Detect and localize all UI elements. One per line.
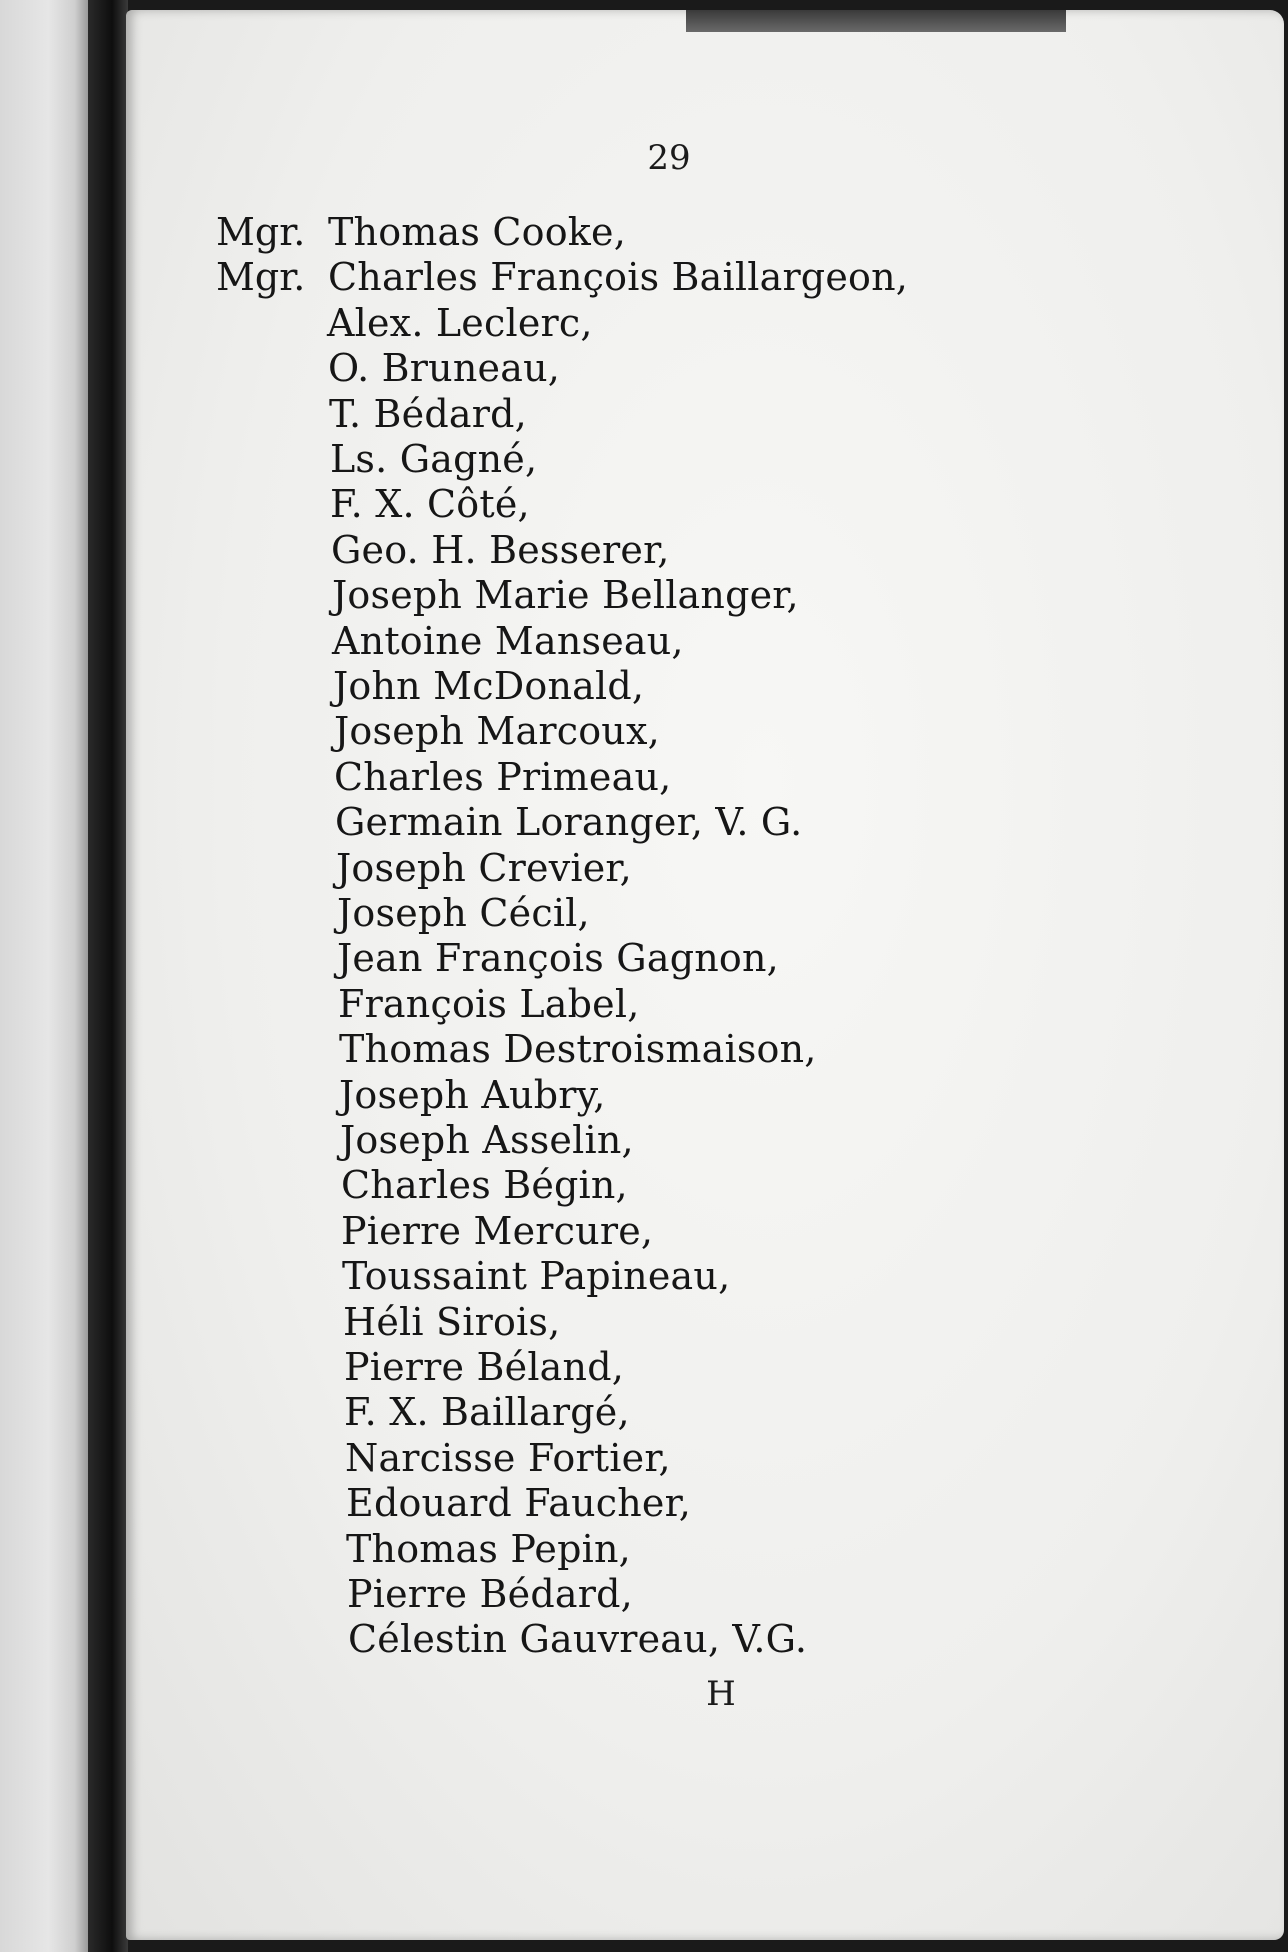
- name-entry: Geo. H. Besserer,: [331, 527, 670, 572]
- name-entry: Joseph Asselin,: [340, 1118, 634, 1162]
- name-entry: Germain Loranger, V. G.: [335, 800, 803, 845]
- page: [126, 10, 1284, 1940]
- honorific-title: Mgr.: [216, 210, 306, 254]
- name-entry: Charles François Baillargeon,: [328, 255, 909, 300]
- name-entry: Joseph Aubry,: [339, 1072, 606, 1117]
- name-entry: Narcisse Fortier,: [345, 1435, 671, 1480]
- name-entry: François Label,: [338, 981, 640, 1026]
- top-edge-strip: [686, 10, 1066, 32]
- name-entry: Héli Sirois,: [343, 1299, 561, 1344]
- honorific-title: Mgr.: [216, 255, 306, 300]
- name-entry: Joseph Marcoux,: [334, 709, 660, 754]
- name-entry: Antoine Manseau,: [332, 618, 684, 663]
- name-entry: F. X. Baillargé,: [344, 1390, 630, 1435]
- name-entry: F. X. Côté,: [330, 482, 530, 527]
- left-page-edge: [0, 0, 88, 1952]
- name-entry: Joseph Crevier,: [336, 845, 632, 890]
- name-entry: Jean François Gagnon,: [337, 936, 779, 981]
- name-entry: Thomas Pepin,: [346, 1526, 631, 1571]
- name-entry: Alex. Leclerc,: [327, 300, 593, 345]
- name-entry: Thomas Destroismaison,: [339, 1027, 817, 1072]
- name-entry: Joseph Cécil,: [337, 891, 590, 935]
- signature-mark: H: [706, 1674, 736, 1714]
- name-entry: Thomas Cooke,: [328, 210, 626, 254]
- name-entry: T. Bédard,: [329, 391, 527, 436]
- name-entry: Pierre Mercure,: [341, 1208, 654, 1253]
- name-entry: Joseph Marie Bellanger,: [332, 573, 799, 618]
- name-entry: Pierre Béland,: [344, 1345, 625, 1389]
- book-gutter: [88, 0, 128, 1952]
- name-entry: Ls. Gagné,: [330, 437, 538, 481]
- name-entry: Edouard Faucher,: [346, 1481, 692, 1526]
- name-entry: Charles Primeau,: [334, 754, 672, 799]
- page-number: 29: [647, 138, 691, 178]
- name-entry: Toussaint Papineau,: [342, 1254, 731, 1299]
- name-entry: Charles Bégin,: [341, 1163, 628, 1208]
- name-entry: John McDonald,: [333, 664, 645, 708]
- name-entry: O. Bruneau,: [328, 346, 561, 391]
- name-entry: Célestin Gauvreau, V.G.: [348, 1617, 808, 1662]
- name-entry: Pierre Bédard,: [347, 1572, 633, 1616]
